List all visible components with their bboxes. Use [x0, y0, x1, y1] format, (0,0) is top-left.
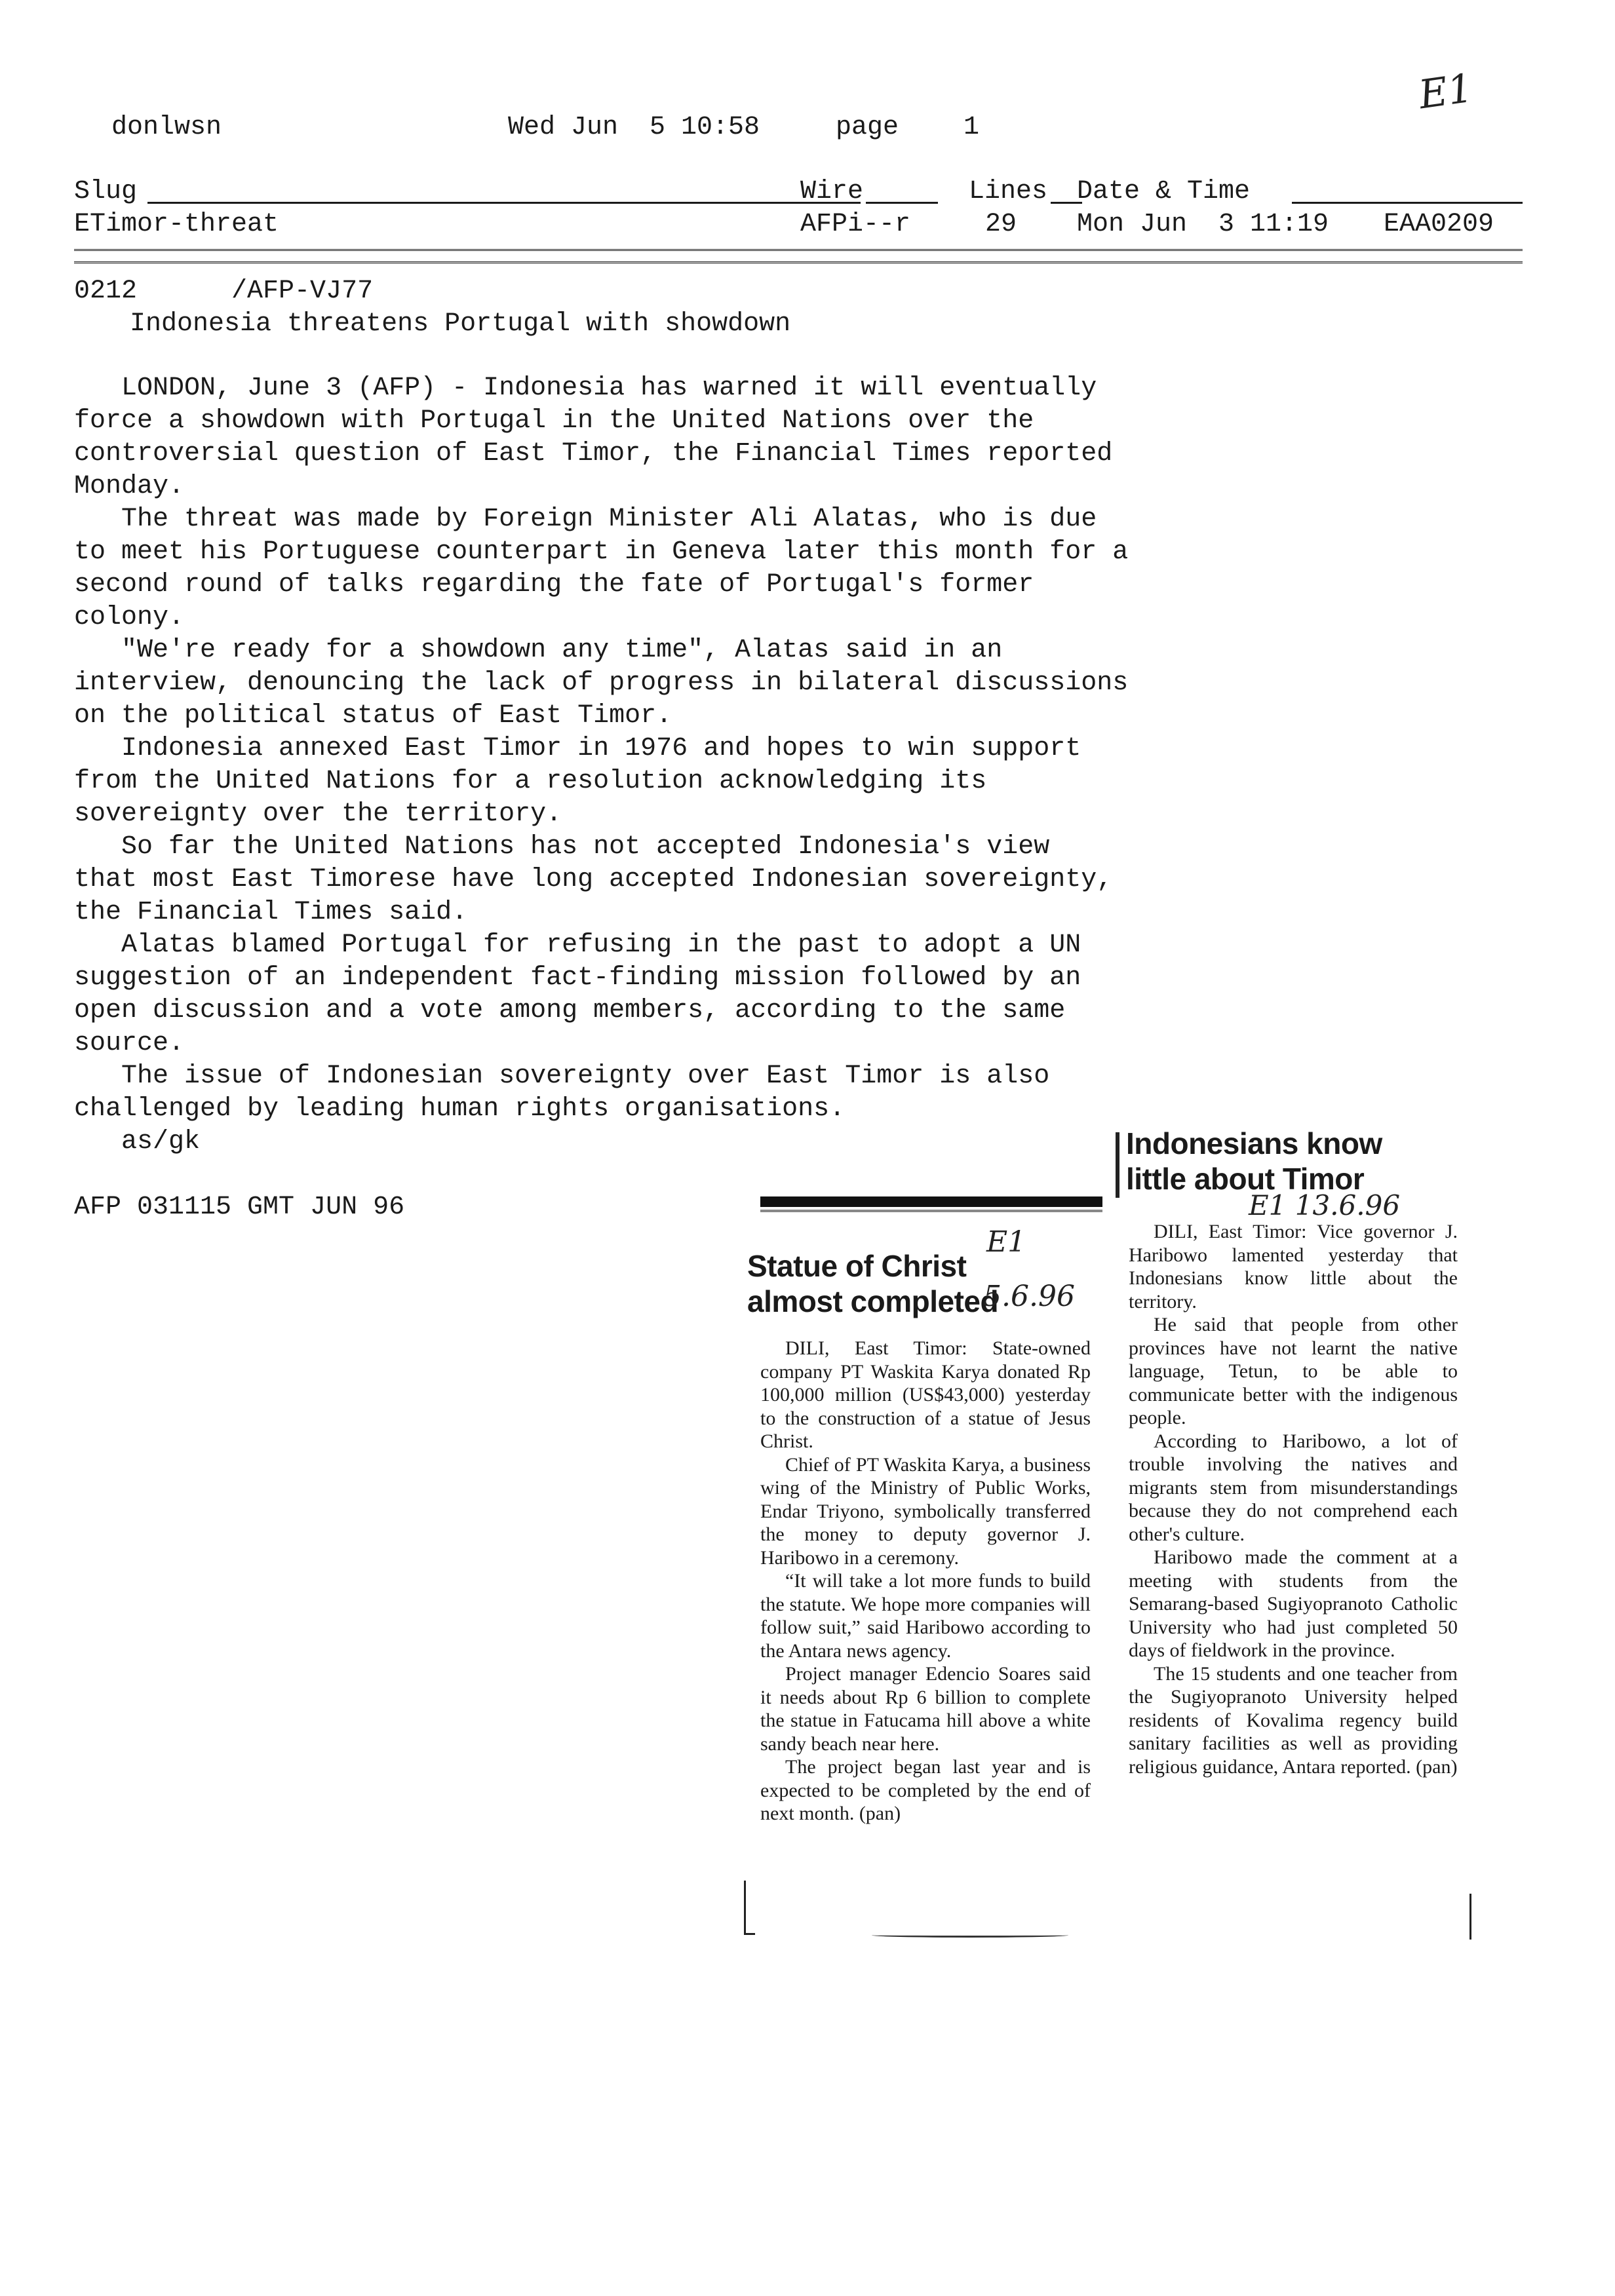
clipping-body [1129, 1220, 1458, 1778]
pen-squiggle [872, 1933, 1068, 1938]
paragraph: The 15 students and one teacher from the Sugiyopranoto University helped residents of Kovalima regency build sanitary facilities as well as providing religious guidance, Antara reported. (pan) [1129, 1662, 1458, 1778]
headline-line: almost completed [747, 1284, 999, 1318]
clipping-rule [760, 1196, 1102, 1207]
handwritten-mark: E1 [1416, 65, 1476, 119]
story-body: LONDON, June 3 (AFP) - Indonesia has warned it will eventually force a showdown with Portugal in the United Nations over the controversial question of East Timor, the Financial Times reported Monday. The threat was made by Foreign Minister Ali Alatas, who is due to meet his Portuguese counterpart in Geneva later this month for a second round of talks regarding the fate of Portugal's former colony. "We're ready for a showdown any time", Alatas said in an interview, denouncing the lack of progress in bilateral discussions on the political status of East Timor. Indonesia annexed East Timor in 1976 and hopes to win support from the United Nations for a resolution acknowledging its sovereignty over the territory. So far the United Nations has not accepted Indonesia's view that most East Timorese have long accepted Indonesian sovereignty, the Financial Times said. Alatas blamed Portugal for refusing in the past to adopt a UN suggestion of an independent fact-finding mission followed by an open discussion and a vote among members, according to the same source. The issue of Indonesian sovereignty over East Timor is also challenged by leading human rights organisations. as/gk [74, 373, 1129, 1157]
page-number: 1 [963, 113, 980, 142]
lines-column-label: Lines [969, 177, 1048, 206]
pen-bracket [1116, 1132, 1119, 1198]
headline-line: Indonesians know [1126, 1126, 1382, 1160]
slug-value: ETimor-threat [74, 210, 279, 239]
datetime-underline [1292, 202, 1523, 204]
wire-underline [866, 202, 938, 204]
separator-line [74, 249, 1523, 263]
story-headline: Indonesia threatens Portugal with showdown [130, 309, 791, 339]
paragraph: “It will take a lot more funds to build the statute. We hope more companies will follow suit,” said Haribowo according to the Antara news agency. [760, 1570, 1091, 1662]
story-id: 0212 /AFP-VJ77 [74, 277, 374, 306]
paragraph: Haribowo made the comment at a meeting with students from the Semarang-based Sugiyopranoto Catholic University who had just completed 50 days of fieldwork in the province. [1129, 1546, 1458, 1661]
handwritten-mark: E1 [986, 1225, 1026, 1259]
slug-underline [147, 202, 861, 204]
paragraph: Chief of PT Waskita Karya, a business wing of the Ministry of Public Works, Endar Triyono, symbolically transferred the money to deputy governor J. Haribowo in a ceremony. [760, 1453, 1091, 1569]
headline-line: little about Timor [1126, 1162, 1365, 1196]
paragraph: Project manager Edencio Soares said it needs about Rp 6 billion to complete the statue in Fatucama hill above a white sandy beach near here. [760, 1663, 1091, 1755]
wire-timestamp: Wed Jun 5 10:58 [508, 113, 760, 142]
story-dateline: AFP 031115 GMT JUN 96 [74, 1193, 405, 1222]
paragraph: The project began last year and is expected to be completed by the end of next month. (pan) [760, 1756, 1091, 1824]
pen-bracket [744, 1881, 755, 1935]
date-value: Mon Jun 3 11:19 [1077, 210, 1329, 239]
wire-username: donlwsn [111, 113, 222, 142]
column-header-row [74, 176, 1523, 208]
pen-bracket [1460, 1894, 1471, 1940]
paragraph: According to Haribowo, a lot of trouble involving the natives and migrants stem from misunderstandings because they do not comprehend each other's culture. [1129, 1430, 1458, 1545]
handwritten-date: 5.6.96 [983, 1280, 1075, 1313]
clipping-rule-shadow [760, 1210, 1102, 1212]
paragraph: DILI, East Timor: Vice governor J. Haribowo lamented yesterday that Indonesians know little about the territory. [1129, 1221, 1458, 1312]
wire-column-label: Wire [800, 177, 864, 206]
slug-column-label: Slug [74, 177, 138, 206]
paragraph: He said that people from other provinces have not learnt the native language, Tetun, to be able to communicate better with the indigenous people. [1129, 1314, 1458, 1428]
code-value: EAA0209 [1384, 210, 1494, 239]
datetime-column-label: Date & Time [1077, 177, 1251, 206]
page-label: page [836, 113, 899, 142]
clipping-body [760, 1337, 1091, 1826]
wire-value: AFPi--r [800, 210, 911, 239]
clipping-headline [1126, 1126, 1480, 1196]
meta-row [74, 208, 1523, 241]
lines-value: 29 [985, 210, 1017, 239]
paragraph: DILI, East Timor: State-owned company PT Waskita Karya donated Rp 100,000 million (US$43,000) yesterday to the construction of a statue of Jesus Christ. [760, 1337, 1091, 1452]
headline-line: Statue of Christ [747, 1249, 967, 1283]
handwritten-note: E1 13.6.96 [1249, 1189, 1401, 1221]
